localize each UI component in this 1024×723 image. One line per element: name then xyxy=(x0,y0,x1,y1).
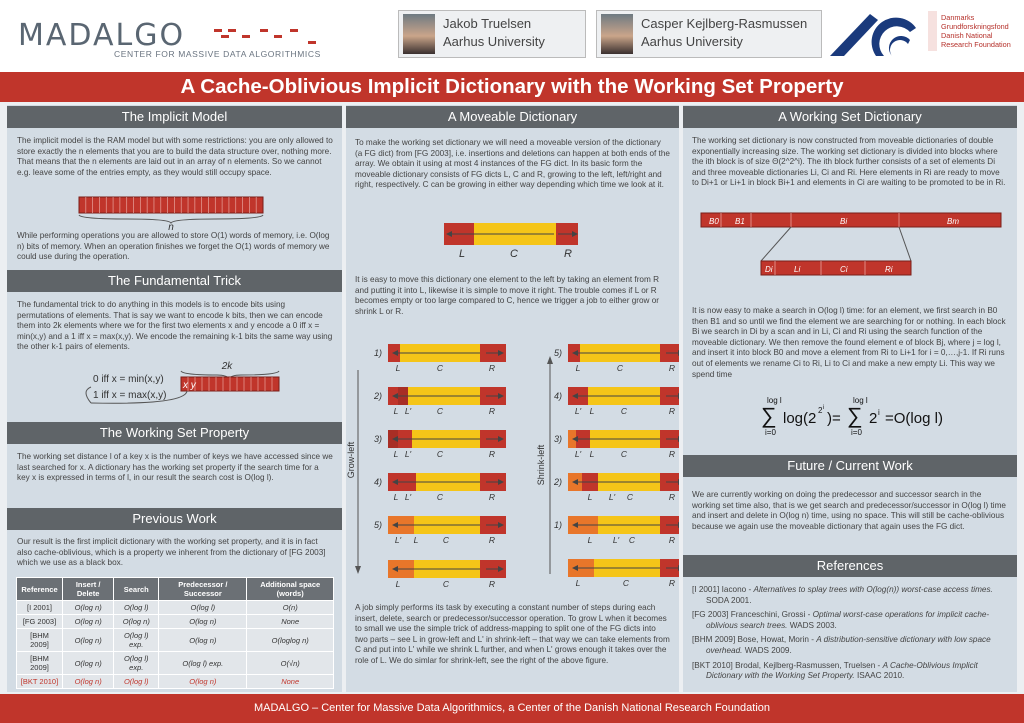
moveable-dict-row xyxy=(554,344,679,373)
dict-part-label: L' xyxy=(574,406,582,416)
table-cell: [BHM 2009] xyxy=(17,629,63,652)
step-label: 4) xyxy=(374,477,383,487)
future-work-heading: Future / Current Work xyxy=(683,455,1017,477)
dict-part-label: R xyxy=(668,363,676,373)
aarhus-university-logo xyxy=(826,10,918,60)
formula-result: =O(log l) xyxy=(885,410,943,427)
dict-arrow-head xyxy=(678,479,679,485)
encode-one-label: 1 iff x = max(x,y) xyxy=(93,390,167,401)
dict-part-label: L' xyxy=(574,449,582,459)
author-affiliation: Aarhus University xyxy=(641,34,743,49)
author-photo xyxy=(601,14,633,54)
dict-part-label: C xyxy=(616,363,624,373)
table-cell: O(log n) xyxy=(63,615,114,629)
dnrf-mark xyxy=(928,11,937,51)
table-cell: [BHM 2009] xyxy=(17,652,63,675)
encoding-figure xyxy=(77,359,307,409)
xy-cell-label: x y xyxy=(183,380,196,391)
lcr-figure xyxy=(442,221,582,261)
sub-block-label: Di xyxy=(765,265,773,274)
previous-work-heading: Previous Work xyxy=(7,508,342,530)
reference-item xyxy=(692,635,1008,656)
dict-part-label: L xyxy=(589,449,595,459)
dict-part-label: C xyxy=(436,406,444,416)
references-heading: References xyxy=(683,555,1017,577)
table-row xyxy=(17,615,334,629)
dict-part-label: L xyxy=(393,449,399,459)
dict-arrow-head xyxy=(678,565,679,571)
sub-block-label: Li xyxy=(794,265,801,274)
dict-part-label: R xyxy=(488,579,496,589)
dict-part-label: R xyxy=(488,363,496,373)
svg-text:2: 2 xyxy=(818,406,823,415)
encode-zero-label: 0 iff x = min(x,y) xyxy=(93,374,164,385)
dict-part-label: L xyxy=(395,363,401,373)
table-header-cell: Insert / Delete xyxy=(63,578,114,601)
previous-work-table xyxy=(16,577,334,689)
table-row xyxy=(17,601,334,615)
step-label: 2) xyxy=(374,391,383,401)
step-label: 1) xyxy=(374,348,383,358)
moveable-dictionary-text-2: It is easy to move this dictionary one element to the left by taking an element from R and putting it into L, likewise it is simple to move it right. The trouble comes if L or R becomes empty or too large compared to C, hence we trigger a job to either grow or shrink L or R. xyxy=(355,275,660,316)
table-cell: O(log l) xyxy=(114,601,159,615)
sub-block-label: Ri xyxy=(885,265,893,274)
dict-part-label: L xyxy=(393,406,399,416)
dict-part-label: L xyxy=(393,492,399,502)
moveable-dict-row xyxy=(388,560,506,589)
array-size-label: n xyxy=(168,222,174,231)
block-label: B0 xyxy=(709,217,719,226)
dict-part-label: C xyxy=(628,535,636,545)
dict-part-label: L xyxy=(395,579,401,589)
reference-tag: [I 2001] xyxy=(692,585,720,594)
lcr-label-r: R xyxy=(564,248,572,260)
reference-tag: [BHM 2009] xyxy=(692,635,736,645)
moveable-dict-row xyxy=(373,387,506,416)
dnrf-text: Danish National xyxy=(941,31,993,40)
author-name: Casper Kejlberg-Rasmussen xyxy=(641,16,808,31)
column-middle xyxy=(346,105,679,692)
dict-arrow-head xyxy=(678,350,679,356)
table-cell: O(log l) exp. xyxy=(114,652,159,675)
step-label: 2) xyxy=(554,477,563,487)
table-cell: O(log n) xyxy=(63,675,114,689)
table-cell: None xyxy=(247,675,334,689)
dict-part-label: C xyxy=(620,449,628,459)
sum-lower-2: i=0 xyxy=(851,428,862,437)
table-cell: O(log n) xyxy=(63,629,114,652)
svg-text:∑: ∑ xyxy=(761,403,777,428)
reference-tag: [FG 2003] xyxy=(692,610,729,620)
table-row xyxy=(17,629,334,652)
moveable-dictionary-text-3: A job simply performs its task by executing a constant number of steps during each insert, delete, search or predecessor/successor operation. To grow L when it becomes to small we use the simple trick of address-mapping to split one of the FG dicts into two parts – see L in grow-left and L' in shrink-left – that way we can take elements from C and put into L' while we shrink L further, and when L' grows enough it takes over the role of L. We do simlar for shrink-left, see the right of the above figure. xyxy=(355,603,670,665)
reference-authors: Iacono - xyxy=(721,585,752,594)
table-cell: O(log n) xyxy=(63,601,114,615)
moveable-dict-row xyxy=(374,344,506,373)
moveable-dict-row xyxy=(374,430,506,459)
dnrf-text: Danmarks xyxy=(941,13,975,22)
dict-part-label: R xyxy=(488,492,496,502)
footer: MADALGO – Center for Massive Data Algorithmics, a Center of the Danish National Research Foundation xyxy=(0,694,1024,723)
table-cell: O(√n) xyxy=(247,652,334,675)
step-label: 3) xyxy=(554,434,563,444)
dict-part-label: C xyxy=(436,449,444,459)
author-photo xyxy=(403,14,435,54)
dict-part-label: C xyxy=(626,492,634,502)
table-cell: O(log l) exp. xyxy=(114,629,159,652)
column-left xyxy=(7,105,342,692)
working-set-dictionary-heading: A Working Set Dictionary xyxy=(683,106,1017,128)
table-cell: O(n) xyxy=(247,601,334,615)
svg-text:i: i xyxy=(823,405,825,411)
block-label: Bm xyxy=(947,217,959,226)
references-list xyxy=(692,585,1008,686)
implicit-model-heading: The Implicit Model xyxy=(7,106,342,128)
dnrf-text: Grundforskningsfond xyxy=(941,22,1009,31)
step-label: 3) xyxy=(374,434,383,444)
reference-authors: Brodal, Kejlberg-Rasmussen, Truelsen - xyxy=(735,660,881,670)
dict-part-label: L xyxy=(587,535,593,545)
implicit-model-text-2: While performing operations you are allowed to store O(1) words of memory, i.e. O(log n) bits of memory. When an operation finishes we forget the O(1) words of memory we could use during the operation. xyxy=(17,231,330,262)
dict-part-label: R xyxy=(668,406,676,416)
madalgo-logo-mark xyxy=(212,27,332,45)
block-label: Bi xyxy=(840,217,848,226)
future-work-text: We are currently working on doing the predecessor and successor search in the working set time also, that is we get search and predecessor/successor in O(log l) time and insert and delete in O(log n) time, using no space. This will still be cache-oblivious because we again use the moveable dictionary that again uses the FG dict. xyxy=(692,490,1006,531)
dict-part-label: R xyxy=(668,578,676,588)
moveable-dictionary-text: To make the working set dictionary we will need a moveable version of the dictionary (a FG dict) from [FG 2003], i.e. insertions and deletions can happen at both ends of the array. We obtain it using at most 4 instances of the FG dict. In its basic form the moveable dictionary consists of FG dicts L, C and R, growing to the left, left/right and right, respectively. C can be growing in either way depending which time we look at it. xyxy=(355,138,670,190)
sub-block-label: Ci xyxy=(840,265,848,274)
working-set-dictionary-text: The working set dictionary is now constructed from moveable dictionaries of double exponentially increasing size. The working set dictionary is divided into blocks where the ith block is of size Θ(2^2^i). The ith block further consists of a set of elements Di and three moveable dictionaries Li, Ci and Ri. Here elements in Ri are ready to move to Di+1 or Li+1 in block Bi+1 and elements in Ci are waiting to be promoted to be in Ri. xyxy=(692,136,1006,188)
table-header-cell: Reference xyxy=(17,578,63,601)
dict-part-label: L' xyxy=(404,492,412,502)
step-label: 5) xyxy=(374,520,383,530)
reference-venue: ISAAC 2010. xyxy=(856,671,905,681)
table-cell: [I 2001] xyxy=(17,601,63,615)
grow-shrink-figure xyxy=(346,330,679,595)
dict-part-label: C xyxy=(620,406,628,416)
dict-part-label: L' xyxy=(404,406,412,416)
dict-part-label: R xyxy=(488,449,496,459)
moveable-dictionary-heading: A Moveable Dictionary xyxy=(346,106,679,128)
dict-part-label: L xyxy=(587,492,593,502)
step-label: 1) xyxy=(554,520,563,530)
reference-venue: SODA 2001. xyxy=(706,595,752,605)
working-set-text: The working set distance l of a key x is the number of keys we have accessed since we last searched for x. A dictionary has the working set property if the search time for a key x is expressed in terms of l, in our result the search cost is O(log l). xyxy=(17,452,333,483)
dict-arrow-head xyxy=(678,436,679,442)
moveable-dict-row xyxy=(554,516,679,545)
dict-part-label: L xyxy=(589,406,595,416)
moveable-dict-row xyxy=(554,430,679,459)
dict-part-label: L' xyxy=(608,492,616,502)
table-cell: O(log l) xyxy=(114,675,159,689)
author-card-1 xyxy=(398,10,586,58)
svg-text:2: 2 xyxy=(869,410,878,427)
moveable-dict-row xyxy=(374,473,506,502)
reference-title: Optimal worst-case operations for implicit cache-oblivious search trees. xyxy=(706,610,990,630)
time-formula xyxy=(757,393,957,439)
reference-title: Alternatives to splay trees with O(log(n)) worst-case access times. xyxy=(753,585,993,594)
dict-part-label: C xyxy=(622,578,630,588)
table-row xyxy=(17,652,334,675)
moveable-dict-row xyxy=(554,387,679,416)
shrink-left-label: Shrink-left xyxy=(536,444,546,486)
svg-text:)=: )= xyxy=(827,410,841,427)
grow-left-label: Grow-left xyxy=(346,441,356,479)
poster-title: A Cache-Oblivious Implicit Dictionary with the Working Set Property xyxy=(0,72,1024,102)
svg-text:∑: ∑ xyxy=(847,403,863,428)
dict-part-label: C xyxy=(442,535,450,545)
reference-venue: WADS 2009. xyxy=(744,645,792,655)
dict-part-label: L' xyxy=(404,449,412,459)
sum-lower: i=0 xyxy=(765,428,776,437)
block-figure xyxy=(699,211,1009,291)
author-name: Jakob Truelsen xyxy=(443,16,532,31)
table-cell: O(log n) xyxy=(159,675,247,689)
dict-part-label: L xyxy=(575,578,581,588)
moveable-dict-row xyxy=(568,559,679,588)
span-label: 2k xyxy=(221,361,233,372)
dict-part-label: C xyxy=(436,363,444,373)
reference-tag: [BKT 2010] xyxy=(692,660,733,670)
dict-part-label: R xyxy=(488,406,496,416)
dict-part-label: L xyxy=(575,363,581,373)
table-cell: O(log n) xyxy=(114,615,159,629)
header xyxy=(0,0,1024,72)
dict-part-label: L xyxy=(413,535,419,545)
madalgo-subtitle: CENTER FOR MASSIVE DATA ALGORITHMICS xyxy=(114,49,321,59)
reference-authors: Bose, Howat, Morin - xyxy=(737,635,814,645)
lcr-label-l: L xyxy=(458,248,466,260)
step-label: 4) xyxy=(554,391,563,401)
dict-part-label: R xyxy=(668,535,676,545)
madalgo-logo: MADALGO xyxy=(18,18,186,53)
table-row xyxy=(17,675,334,689)
reference-title: A distribution-sensitive dictionary with low space overhead. xyxy=(706,635,991,655)
table-cell: O(log n) xyxy=(159,629,247,652)
reference-item xyxy=(692,585,1008,606)
table-cell: O(log n) xyxy=(63,652,114,675)
svg-text:log(2: log(2 xyxy=(783,410,817,427)
dict-part-label: L' xyxy=(394,535,402,545)
moveable-dict-row xyxy=(374,516,506,545)
table-header-cell: Additional space (words) xyxy=(247,578,334,601)
table-cell: [BKT 2010] xyxy=(17,675,63,689)
svg-text:i: i xyxy=(878,408,880,417)
reference-item xyxy=(692,661,1008,682)
author-card-2 xyxy=(596,10,822,58)
dict-arrow-head xyxy=(678,393,679,399)
dict-part-label: R xyxy=(488,535,496,545)
implicit-array-figure xyxy=(77,195,277,231)
reference-title: A Cache-Oblivious Implicit Dictionary with the Working Set Property. xyxy=(706,660,978,681)
step-label: 5) xyxy=(554,348,563,358)
table-cell: None xyxy=(247,615,334,629)
implicit-model-text: The implicit model is the RAM model but with some restrictions: you are only allowed to store exactly the n elements that you are to build the data structure over, nothing more. That means that the n elements are laid out in an array of n elements. So we cannot e.g. leave some of the entries empty, as they would still occupy space. xyxy=(17,136,333,177)
dict-arrow-head xyxy=(678,522,679,528)
dict-part-label: R xyxy=(668,449,676,459)
table-cell: O(loglog n) xyxy=(247,629,334,652)
dict-part-label: C xyxy=(442,579,450,589)
fundamental-trick-text: The fundamental trick to do anything in this models is to encode bits using permutations of elements. That is say we want to encode k bits, then we can encode them into 2k elements where we for the first two elements x and y encode a 0 iff x = min(x,y) and a 1 iff x = max(x,y). We encode the remaining k-1 bits the same way using the other k-1 pairs of elements. xyxy=(17,300,333,352)
sum-upper-2: log l xyxy=(853,396,868,405)
table-cell: O(log l) xyxy=(159,601,247,615)
previous-work-text: Our result is the first implicit dictionary with the working set property, and it is in fact also cache-oblivious, which is a property we inherent from the dictionary of [FG 2003] which we use as a black box. xyxy=(17,537,326,568)
block-label: B1 xyxy=(735,217,745,226)
fundamental-trick-heading: The Fundamental Trick xyxy=(7,270,342,292)
reference-venue: WADS 2003. xyxy=(789,620,837,630)
column-right xyxy=(683,105,1017,692)
reference-item xyxy=(692,610,1008,631)
lcr-label-c: C xyxy=(510,248,518,260)
dict-part-label: L' xyxy=(612,535,620,545)
working-set-dictionary-text-2: It is now easy to make a search in O(log l) time: for an element, we first search in B0 then B1 and so until we find the element we are searching for or nothing. In each block Bi we search in Di by a scan and in Li, Ci and Ri using the search function of the moveable dictionary. We then remove the found element e of block Bj, where j = log l, and insert it into block B0 and move a element from Ri to Li+1 for i = 0,…,j-1. If Ri runs out of elements we rename Ci to Ri, Li to Ci and make a new empty Li. This way we spend time xyxy=(692,306,1006,379)
sum-upper: log l xyxy=(767,396,782,405)
reference-authors: Franceschini, Grossi - xyxy=(730,610,811,620)
moveable-dict-row xyxy=(553,473,679,502)
working-set-heading: The Working Set Property xyxy=(7,422,342,444)
table-cell: O(log n) xyxy=(159,615,247,629)
table-cell: [FG 2003] xyxy=(17,615,63,629)
author-affiliation: Aarhus University xyxy=(443,34,545,49)
table-cell: O(log l) exp. xyxy=(159,652,247,675)
table-header-cell: Search xyxy=(114,578,159,601)
dict-part-label: R xyxy=(668,492,676,502)
dict-part-label: C xyxy=(436,492,444,502)
dnrf-text: Research Foundation xyxy=(941,40,1011,49)
table-header-cell: Predecessor / Successor xyxy=(159,578,247,601)
